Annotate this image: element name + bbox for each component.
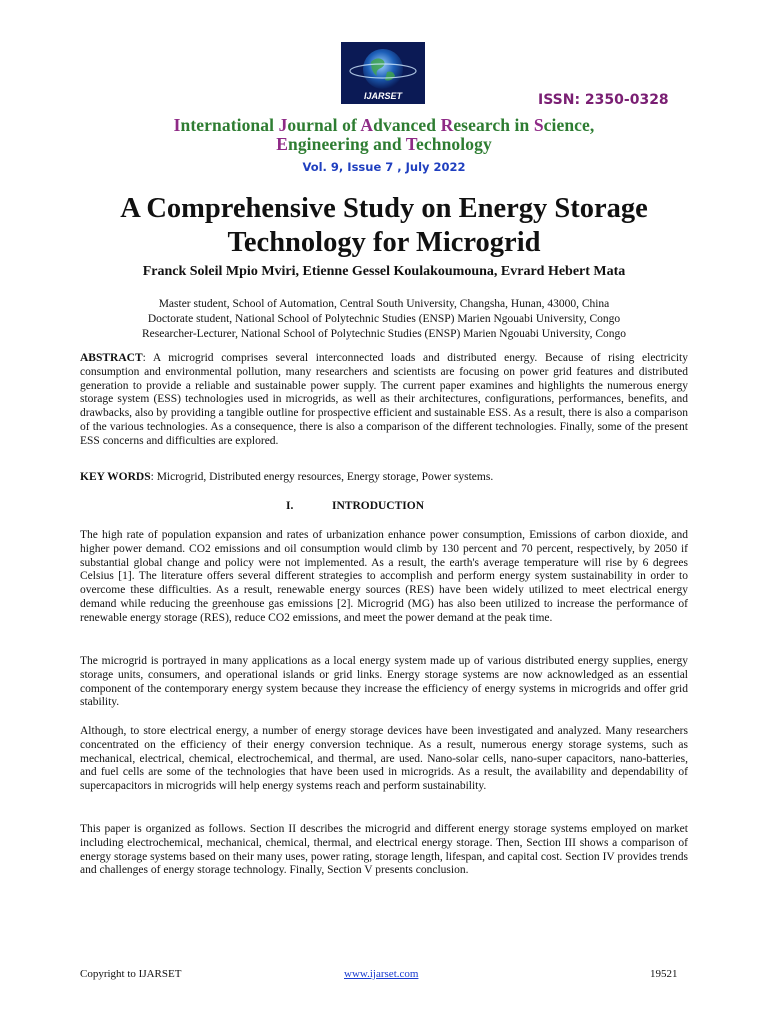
abstract-label: ABSTRACT	[80, 352, 143, 364]
intro-paragraph-2: The microgrid is portrayed in many applications as a local energy system made up of various distributed energy supplies, energy storage units, consumers, and operational islands or grid links. Energy storage systems are now acknowledged as an essential component of the contemporary energy system because they increase the efficiency of energy systems in microgrids and offer grid stability.	[80, 655, 688, 709]
globe-logo-icon	[341, 42, 425, 104]
affiliation-1: Master student, School of Automation, Central South University, Changsha, Hunan, 43000, China	[158, 298, 610, 310]
journal-word: echnology	[416, 134, 492, 154]
intro-paragraph-4: This paper is organized as follows. Section II describes the microgrid and different energy storage systems employed on market including electrochemical, mechanical, chemical, thermal, and electrical energy storage. Then, Section III shows a comparison of energy storage systems based on their many uses, power rating, storage length, lifespan, and capital cost. Section IV provides trends and challenges of energy storage technology. Finally, Section V presents conclusion.	[80, 823, 688, 877]
footer-copyright: Copyright to IJARSET	[80, 968, 182, 980]
journal-word: cience,	[543, 115, 595, 135]
affiliations	[0, 297, 768, 342]
journal-initial: T	[405, 134, 417, 154]
keywords-text: : Microgrid, Distributed energy resources, Energy storage, Power systems.	[150, 471, 494, 483]
paper-title	[0, 192, 768, 260]
volume-issue: Vol. 9, Issue 7 , July 2022	[302, 160, 466, 174]
journal-word: dvanced	[373, 115, 441, 135]
footer-page-number: 19521	[650, 968, 678, 980]
issn-label: ISSN: 2350-0328	[538, 92, 669, 108]
keywords	[80, 471, 688, 485]
title-line-1: A Comprehensive Study on Energy Storage	[120, 193, 648, 224]
authors: Franck Soleil Mpio Mviri, Etienne Gessel Koulakoumouna, Evrard Hebert Mata	[142, 264, 626, 279]
journal-word: nternational	[180, 115, 279, 135]
abstract-text: : A microgrid comprises several interconnected loads and distributed energy. Because of rising electricity consumption and environmental pollution, many researchers and scientists are focusing on power grid features and distributed generation to provide a reliable and sustainable power supply. The current paper examines and highlights the numerous energy storage system (ESS) technologies used in microgrids, as well as their architectures, configurations, performances, benefits, and drawbacks, also by providing a tangible outline for prospective efficient and sustainable ESS. As a result, there is also a comparison of the various technologies. As a consequence, there is also a comparison of the different technologies. Finally, some of the present ESS concerns and difficulties are explored.	[80, 352, 688, 447]
journal-initial: S	[533, 115, 544, 135]
keywords-label: KEY WORDS	[80, 471, 151, 483]
journal-initial: A	[360, 115, 374, 135]
intro-paragraph-3: Although, to store electrical energy, a number of energy storage devices have been investigated and analyzed. Many researchers concentrated on the efficiency of their energy conversion technique. As a result, numerous energy storage systems, such as mechanical, electrical, chemical, electrochemical, and thermal, are used. Nano-solar cells, nano-super capacitors, nano-batteries, and fuel cells are some of the technologies that have been used in microgrids. As a result, the availability and dependability of supercapacitors in microgrids will help energy systems reach and perform sustainability.	[80, 725, 688, 793]
abstract	[80, 352, 688, 449]
journal-name-line1	[0, 115, 768, 136]
journal-initial: J	[278, 115, 288, 135]
title-line-2: Technology for Microgrid	[227, 227, 541, 258]
journal-initial: I	[173, 115, 181, 135]
journal-initial: E	[276, 134, 288, 154]
section-number: I.	[286, 500, 294, 512]
journal-initial: R	[440, 115, 454, 135]
affiliation-2: Doctorate student, National School of Polytechnic Studies (ENSP) Marien Ngouabi University, Congo	[147, 313, 621, 325]
logo-text: IJARSET	[363, 91, 403, 101]
journal-word: esearch in	[453, 115, 534, 135]
journal-word: ngineering and	[287, 134, 406, 154]
journal-logo	[341, 42, 425, 104]
affiliation-3: Researcher-Lecturer, National School of Polytechnic Studies (ENSP) Marien Ngouabi University, Congo	[141, 328, 626, 340]
journal-word: ournal of	[287, 115, 361, 135]
intro-paragraph-1: The high rate of population expansion and rates of urbanization enhance power consumption, Emissions of carbon dioxide, and higher power demand. CO2 emissions and oil consumption would climb by 130 percent and 70 percent, respectively, by 2050 if substantial global change and policy were not implemented. As a result, the earth's average temperature will rise by 6 degrees Celsius [1]. The literature offers several different strategies to accomplish and perform energy system sustainability in order to overcome these difficulties. As a result, renewable energy sources (RES) have been widely utilized to meet electrical energy demand while reducing the greenhouse gas emissions [2]. Microgrid (MG) has also been utilized to increase the performance of renewable energy storage (RES), reduce CO2 emissions, and meet the power demand at the peak time.	[80, 529, 688, 624]
footer-website-link[interactable]: www.ijarset.com	[344, 968, 419, 980]
section-title: INTRODUCTION	[332, 500, 425, 512]
journal-name-line2	[0, 134, 768, 155]
